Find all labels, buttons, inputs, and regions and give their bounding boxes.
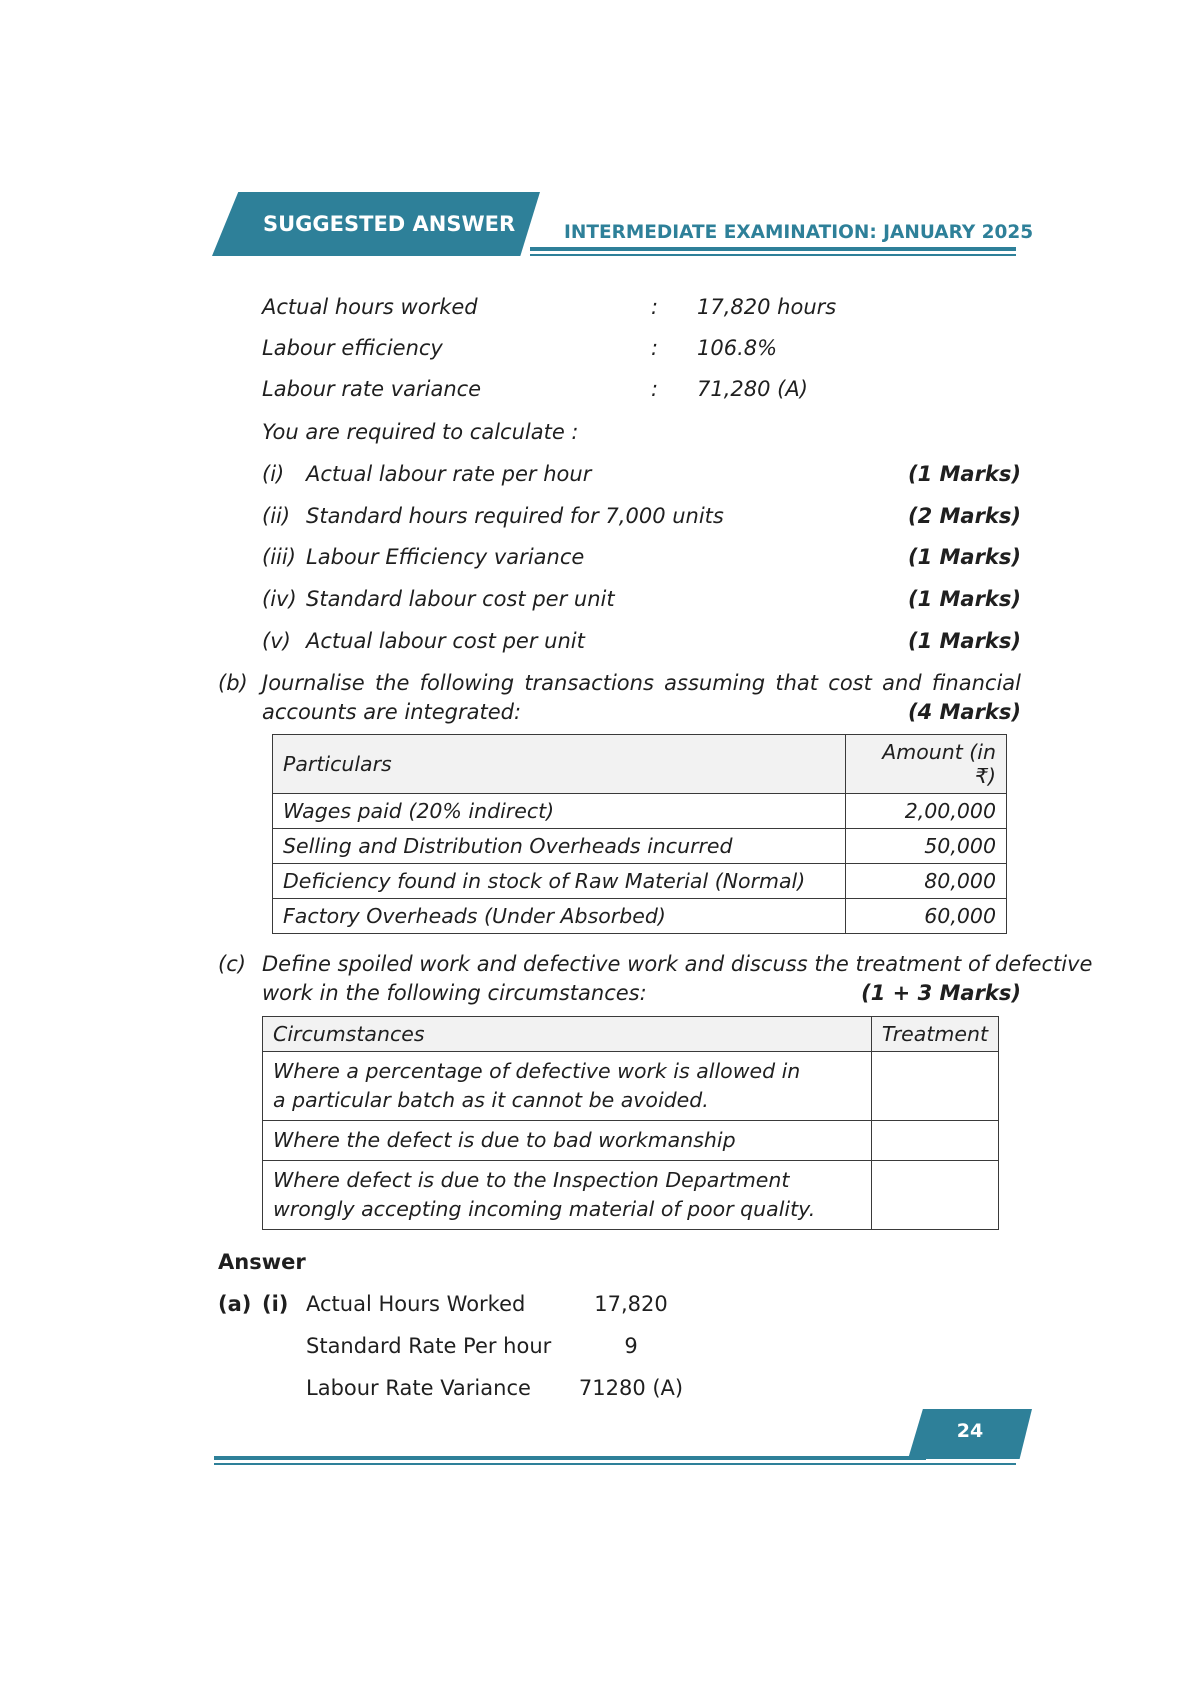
table-row [273, 829, 1007, 864]
given-sep: : [651, 295, 659, 319]
table-row [273, 864, 1007, 899]
answer-label: Labour Rate Variance [306, 1376, 531, 1400]
particulars-cell: Selling and Distribution Overheads incurred [273, 829, 846, 864]
defective-work-table [262, 1016, 999, 1230]
header-circumstances: Circumstances [263, 1017, 872, 1052]
table-header-row [263, 1017, 999, 1052]
req-marks: (1 Marks) [907, 587, 1021, 611]
answer-sub: (i) [262, 1292, 289, 1316]
req-marks: (1 Marks) [907, 545, 1021, 569]
circumstance-cell: Where defect is due to the Inspection Department wrongly accepting incoming material of poor quality. [263, 1161, 872, 1230]
part-b-marks: (4 Marks) [907, 700, 1021, 724]
page-number: 24 [956, 1420, 984, 1442]
part-c-num: (c) [218, 952, 246, 976]
answer-heading: Answer [218, 1250, 306, 1274]
header-tab-label: SUGGESTED ANSWER [263, 212, 516, 236]
part-b-line2: accounts are integrated: [262, 700, 522, 724]
journal-table [272, 734, 1007, 934]
table-row [273, 794, 1007, 829]
table-row [263, 1161, 999, 1230]
table-header-row [273, 735, 1007, 794]
header-treatment: Treatment [871, 1017, 998, 1052]
answer-label: Actual Hours Worked [306, 1292, 526, 1316]
amount-cell: 60,000 [846, 899, 1007, 934]
answer-value: 9 [624, 1334, 638, 1358]
amount-cell: 50,000 [846, 829, 1007, 864]
circumstance-cell: Where a percentage of defective work is allowed in a particular batch as it cannot be avoided. [263, 1052, 872, 1121]
treatment-cell [871, 1121, 998, 1161]
given-sep: : [651, 377, 659, 401]
table-row [263, 1052, 999, 1121]
given-label: Actual hours worked [262, 295, 478, 319]
exam-title: INTERMEDIATE EXAMINATION: JANUARY 2025 [564, 222, 1034, 243]
req-num: (v) [262, 629, 291, 653]
header-amount: Amount (in ₹) [846, 735, 1007, 794]
given-value: 71,280 (A) [697, 377, 808, 401]
req-num: (ii) [262, 504, 291, 528]
req-text: Labour Efficiency variance [306, 545, 585, 569]
footer-rule-thin [214, 1463, 1016, 1465]
header-rule-thin [530, 254, 1016, 256]
given-value: 106.8% [697, 336, 778, 360]
req-marks: (1 Marks) [907, 629, 1021, 653]
part-c-marks: (1 + 3 Marks) [861, 981, 1021, 1005]
given-sep: : [651, 336, 659, 360]
amount-cell: 2,00,000 [846, 794, 1007, 829]
treatment-cell [871, 1052, 998, 1121]
particulars-cell: Wages paid (20% indirect) [273, 794, 846, 829]
req-marks: (1 Marks) [907, 462, 1021, 486]
req-num: (iii) [262, 545, 296, 569]
part-c-line1: Define spoiled work and defective work and discuss the treatment of defective [262, 952, 1093, 976]
part-b-line1: Journalise the following transactions assuming that cost and financial [262, 671, 1021, 695]
req-text: Actual labour cost per unit [306, 629, 585, 653]
given-label: Labour rate variance [262, 377, 482, 401]
answer-value: 17,820 [594, 1292, 668, 1316]
req-num: (i) [262, 462, 285, 486]
part-b-num: (b) [218, 671, 248, 695]
req-text: Standard hours required for 7,000 units [306, 504, 724, 528]
given-label: Labour efficiency [262, 336, 443, 360]
header-particulars: Particulars [273, 735, 846, 794]
circumstance-cell: Where the defect is due to bad workmanship [263, 1121, 872, 1161]
answer-part: (a) [218, 1292, 252, 1316]
footer-rule [214, 1456, 926, 1460]
req-marks: (2 Marks) [907, 504, 1021, 528]
answer-value: 71280 (A) [578, 1376, 684, 1400]
header-rule [530, 247, 1016, 251]
req-text: Actual labour rate per hour [306, 462, 592, 486]
table-row [273, 899, 1007, 934]
treatment-cell [871, 1161, 998, 1230]
req-text: Standard labour cost per unit [306, 587, 615, 611]
given-value: 17,820 hours [697, 295, 837, 319]
particulars-cell: Factory Overheads (Under Absorbed) [273, 899, 846, 934]
table-row [263, 1121, 999, 1161]
required-intro: You are required to calculate : [262, 420, 579, 444]
part-c-line2: work in the following circumstances: [262, 981, 647, 1005]
particulars-cell: Deficiency found in stock of Raw Material (Normal) [273, 864, 846, 899]
answer-label: Standard Rate Per hour [306, 1334, 552, 1358]
req-num: (iv) [262, 587, 297, 611]
amount-cell: 80,000 [846, 864, 1007, 899]
